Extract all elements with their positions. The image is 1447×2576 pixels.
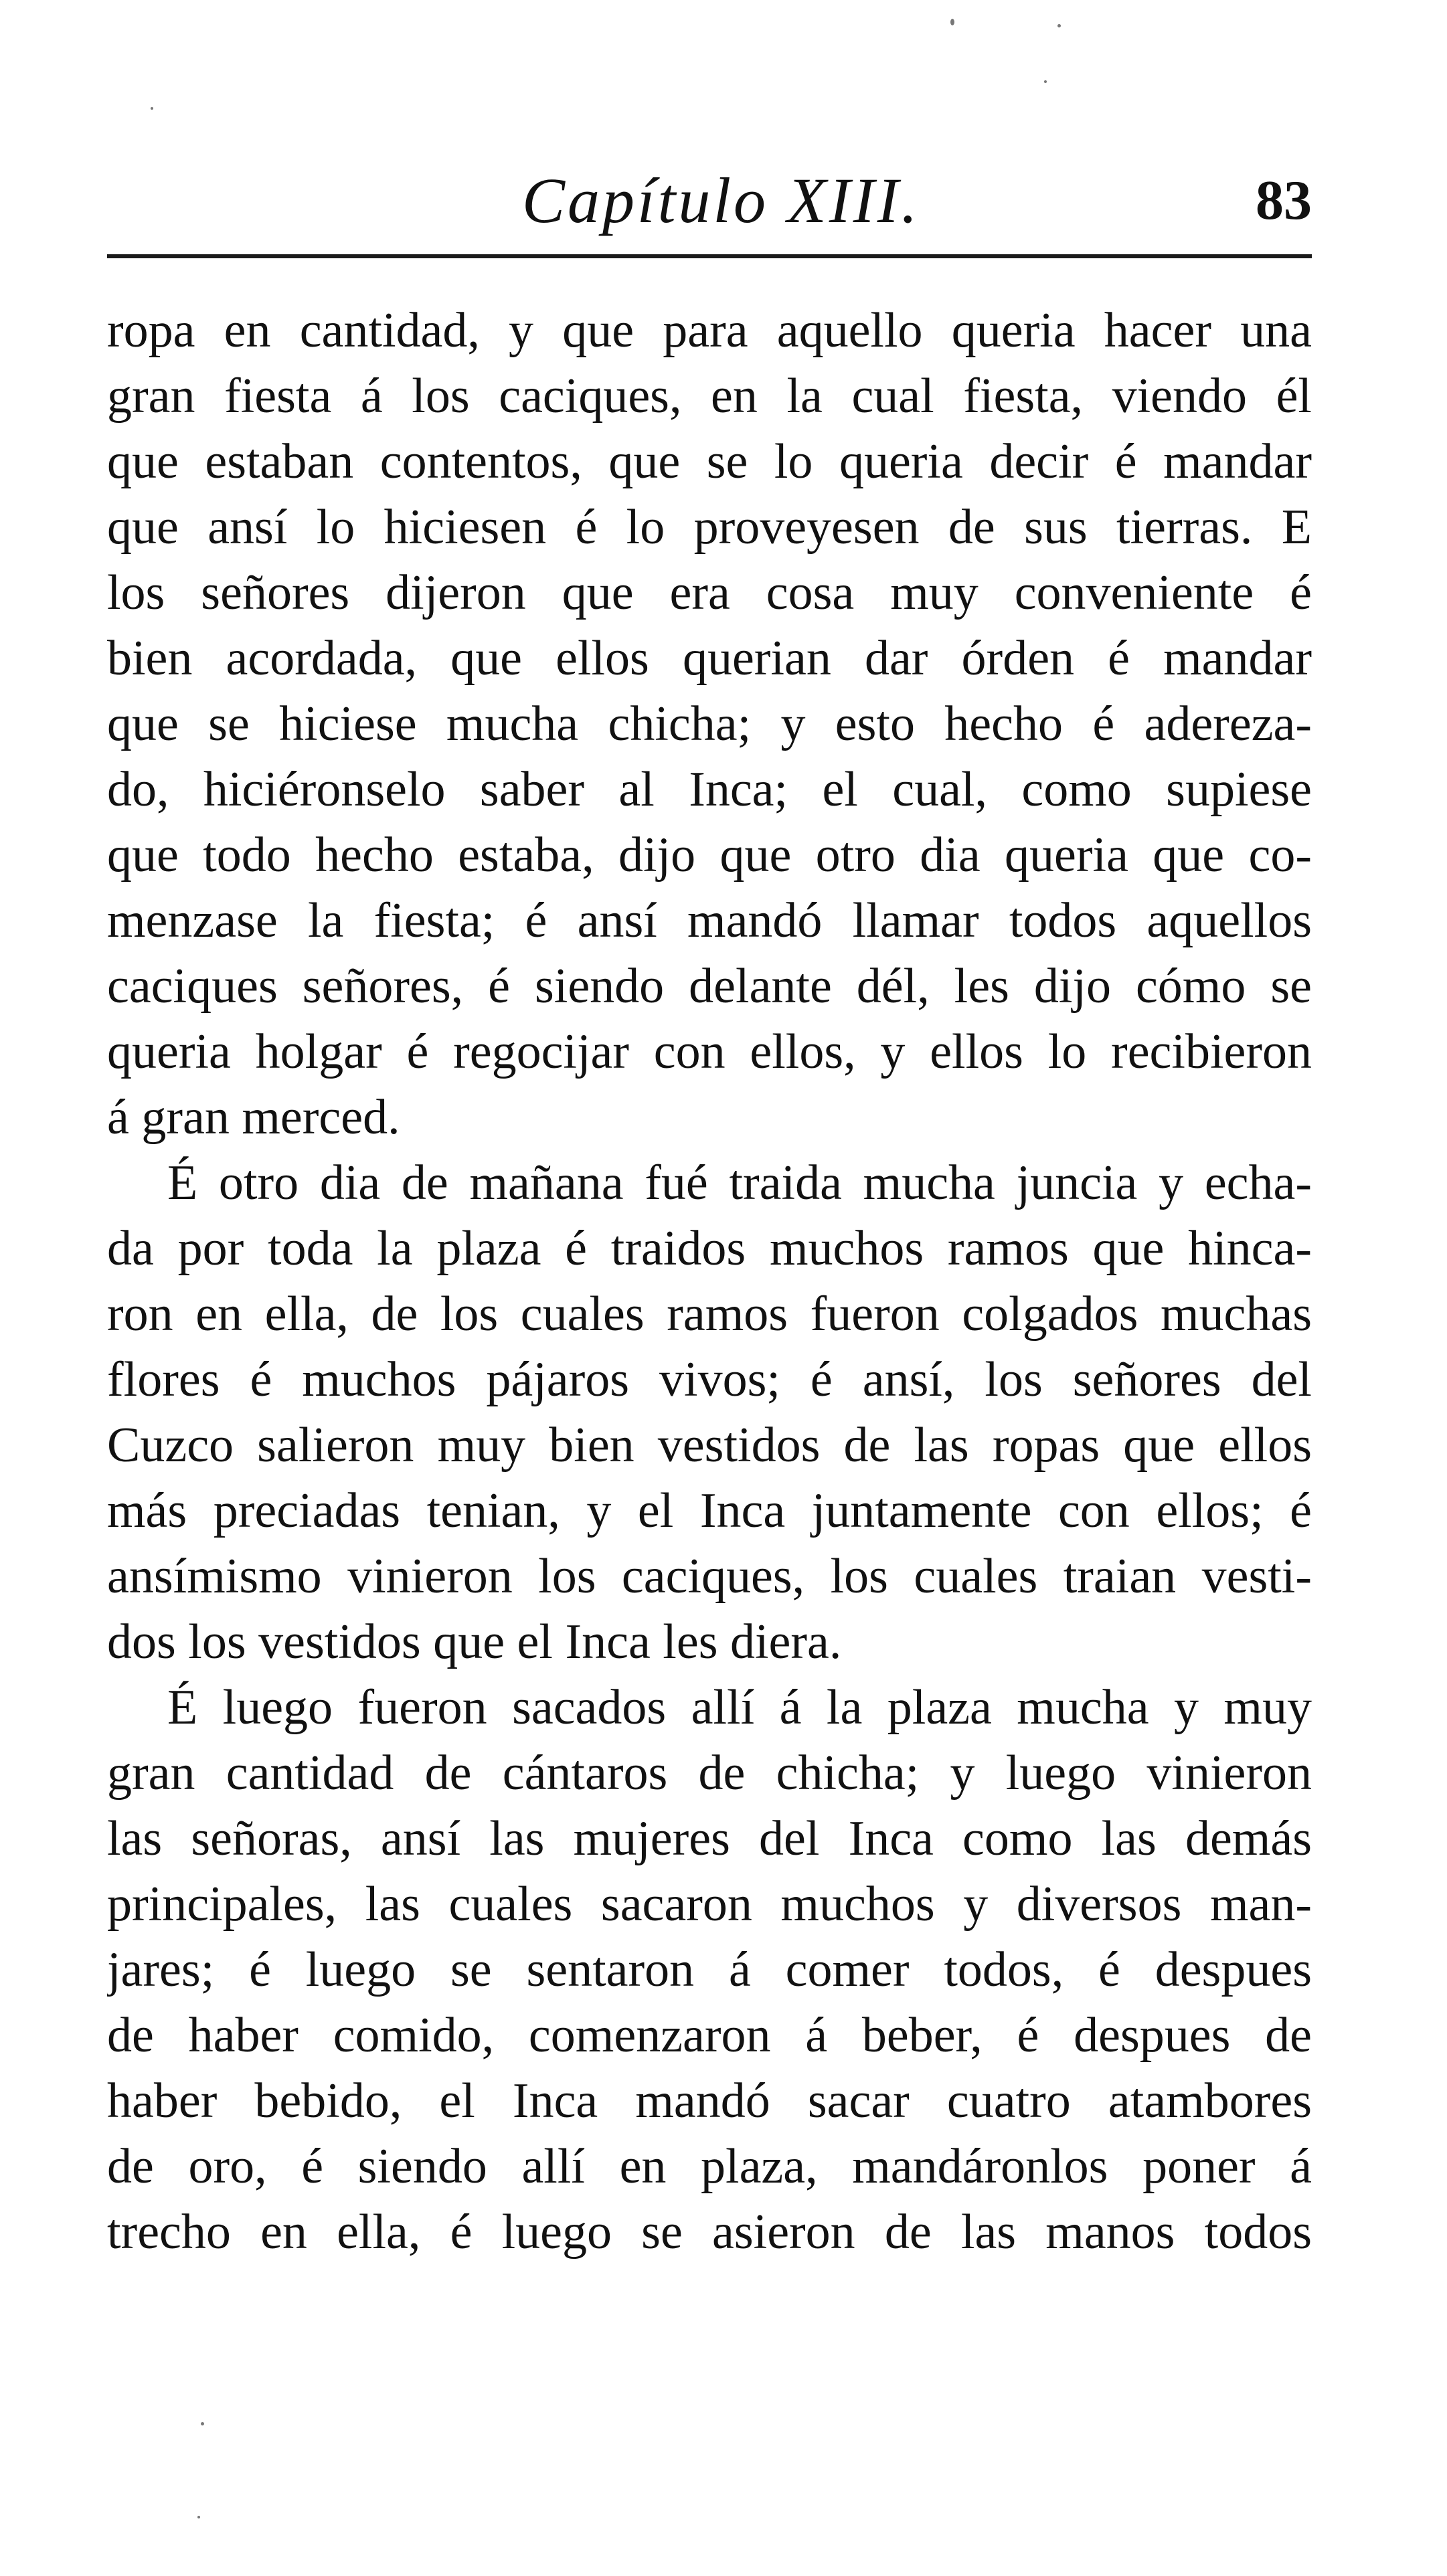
text-line: que estaban contentos, que se lo queria decir é mandar [107,434,1312,489]
text-line: do, hiciéronselo saber al Inca; el cual, como supiese [107,762,1312,817]
text-line: ansímismo vinieron los caciques, los cuales traian vesti- [107,1549,1312,1604]
paragraph-3 [107,1675,1312,2265]
page-header [107,161,1312,241]
text-line: haber bebido, el Inca mandó sacar cuatro atambores [107,2074,1312,2128]
text-line: dos los vestidos que el Inca les diera. [107,1615,842,1669]
text-line: bien acordada, que ellos querian dar órden é mandar [107,631,1312,686]
text-line: gran cantidad de cántaros de chicha; y luego vinieron [107,1746,1312,1801]
text-line: gran fiesta á los caciques, en la cual fiesta, viendo él [107,369,1312,424]
page-number: 83 [1256,169,1312,232]
paper-speck [201,2422,204,2425]
text-line: que todo hecho estaba, dijo que otro dia queria que co- [107,828,1312,883]
paper-speck [1044,80,1047,83]
text-line: ron en ella, de los cuales ramos fueron colgados muchas [107,1287,1312,1342]
text-line: Cuzco salieron muy bien vestidos de las ropas que ellos [107,1418,1312,1473]
running-head: Capítulo XIII. [522,165,920,236]
header-rule [107,254,1312,258]
paper-speck [1057,24,1061,27]
text-line: É luego fueron sacados allí á la plaza mucha y muy [167,1680,1312,1735]
body-text [107,298,1312,2265]
text-line: que se hiciese mucha chicha; y esto hecho é adereza- [107,697,1312,751]
paragraph-1 [107,298,1312,1150]
paragraph-2 [107,1150,1312,1675]
text-line: da por toda la plaza é traidos muchos ramos que hinca- [107,1221,1312,1276]
text-line: flores é muchos pájaros vivos; é ansí, los señores del [107,1352,1312,1407]
text-line: de oro, é siendo allí en plaza, mandáronlos poner á [107,2139,1312,2194]
text-line: de haber comido, comenzaron á beber, é despues de [107,2008,1312,2063]
text-line: trecho en ella, é luego se asieron de las manos todos [107,2205,1312,2260]
text-line: á gran merced. [107,1090,400,1145]
text-line: É otro dia de mañana fué traida mucha juncia y echa- [167,1156,1312,1210]
text-line: los señores dijeron que era cosa muy conveniente é [107,565,1312,620]
text-line: queria holgar é regocijar con ellos, y ellos lo recibieron [107,1024,1312,1079]
text-line: más preciadas tenian, y el Inca juntamente con ellos; é [107,1483,1312,1538]
text-line: que ansí lo hiciesen é lo proveyesen de sus tierras. E [107,500,1312,555]
text-line: jares; é luego se sentaron á comer todos, é despues [107,1942,1312,1997]
text-line: menzase la fiesta; é ansí mandó llamar todos aquellos [107,893,1312,948]
paper-speck [151,107,153,110]
text-line: caciques señores, é siendo delante dél, les dijo cómo se [107,959,1312,1014]
text-line: principales, las cuales sacaron muchos y diversos man- [107,1877,1312,1932]
paper-speck [950,19,954,25]
text-line: ropa en cantidad, y que para aquello queria hacer una [107,303,1312,358]
paper-speck [197,2516,200,2518]
text-line: las señoras, ansí las mujeres del Inca como las demás [107,1811,1312,1866]
